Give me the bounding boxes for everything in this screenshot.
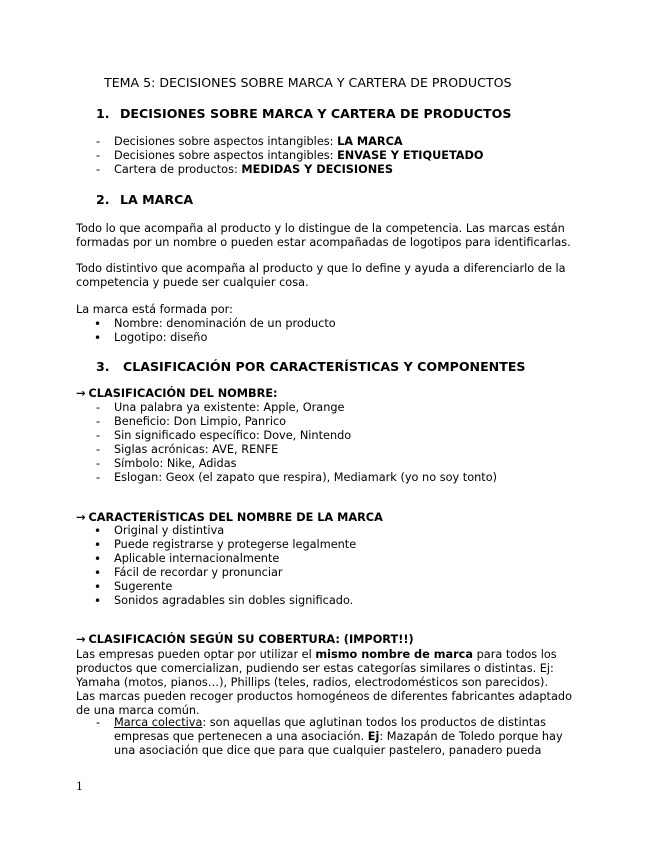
page-number: 1 bbox=[76, 780, 83, 793]
coverage-heading: → CLASIFICACIÓN SEGÚN SU COBERTURA: (IMPORT!!) bbox=[76, 633, 414, 646]
list-item: - Decisiones sobre aspectos intangibles: ENVASE Y ETIQUETADO bbox=[76, 149, 484, 163]
section-1-heading: 1. DECISIONES SOBRE MARCA Y CARTERA DE PRODUCTOS bbox=[96, 106, 512, 121]
section-2-list-intro: La marca está formada por: bbox=[76, 303, 233, 316]
list-item: • Sugerente bbox=[76, 580, 356, 594]
section-2-paragraph-1: Todo lo que acompaña al producto y lo distingue de la competencia. Las marcas están formadas por un nombre o pueden estar acompañadas de logotipos para identificarlas. bbox=[76, 222, 571, 249]
list-item: • Sonidos agradables sin dobles significado. bbox=[76, 594, 356, 608]
list-item: • Puede registrarse y protegerse legalmente bbox=[76, 538, 356, 552]
list-item: - Beneficio: Don Limpio, Panrico bbox=[76, 415, 497, 429]
list-item: - Siglas acrónicas: AVE, RENFE bbox=[76, 443, 497, 457]
list-item: • Original y distintiva bbox=[76, 524, 356, 538]
name-classification-list bbox=[76, 401, 497, 485]
section-1-list bbox=[76, 135, 484, 177]
list-item: • Logotipo: diseño bbox=[76, 331, 336, 345]
arrow-right-icon: → bbox=[76, 633, 86, 646]
list-item: - Decisiones sobre aspectos intangibles: LA MARCA bbox=[76, 135, 484, 149]
document-title: TEMA 5: DECISIONES SOBRE MARCA Y CARTERA DE PRODUCTOS bbox=[104, 75, 512, 90]
list-item: - Una palabra ya existente: Apple, Orange bbox=[76, 401, 497, 415]
list-item: • Nombre: denominación de un producto bbox=[76, 317, 336, 331]
name-classification-heading: → CLASIFICACIÓN DEL NOMBRE: bbox=[76, 387, 278, 400]
list-item: • Aplicable internacionalmente bbox=[76, 552, 356, 566]
list-item: - Eslogan: Geox (el zapato que respira), Mediamark (yo no soy tonto) bbox=[76, 471, 497, 485]
section-3-heading: 3. CLASIFICACIÓN POR CARACTERÍSTICAS Y COMPONENTES bbox=[96, 359, 526, 374]
collective-brand-item: - Marca colectiva: son aquellas que aglutinan todos los productos de distintas empresas que pertenecen a una asociación. Ej: Mazapán de Toledo porque hay una asociación que dice que para que cualquier pastelero, panadero pueda bbox=[96, 716, 563, 757]
list-item: - Sin significado específico: Dove, Nintendo bbox=[76, 429, 497, 443]
collective-brand-label: Marca colectiva bbox=[114, 716, 203, 729]
arrow-right-icon: → bbox=[76, 511, 86, 524]
section-2-heading: 2. LA MARCA bbox=[96, 192, 194, 207]
list-item: - Cartera de productos: MEDIDAS Y DECISIONES bbox=[76, 163, 484, 177]
name-characteristics-heading: → CARACTERÍSTICAS DEL NOMBRE DE LA MARCA bbox=[76, 511, 383, 524]
name-characteristics-list bbox=[76, 524, 356, 608]
list-item: - Símbolo: Nike, Adidas bbox=[76, 457, 497, 471]
coverage-paragraph: Las empresas pueden optar por utilizar el mismo nombre de marca para todos los productos que comercializan, pudiendo ser estas categorías similares o distintas. Ej: Yamaha (motos, pianos…), Phillips (teles, radios, electrodomésticos son parecidos). Las marcas pueden recoger productos homogéneos de diferentes fabricantes adaptado de una marca común. bbox=[76, 648, 572, 717]
list-item: • Fácil de recordar y pronunciar bbox=[76, 566, 356, 580]
arrow-right-icon: → bbox=[76, 387, 86, 400]
section-2-paragraph-2: Todo distintivo que acompaña al producto y que lo define y ayuda a diferenciarlo de la competencia y puede ser cualquier cosa. bbox=[76, 262, 566, 289]
section-2-components-list bbox=[76, 317, 336, 345]
